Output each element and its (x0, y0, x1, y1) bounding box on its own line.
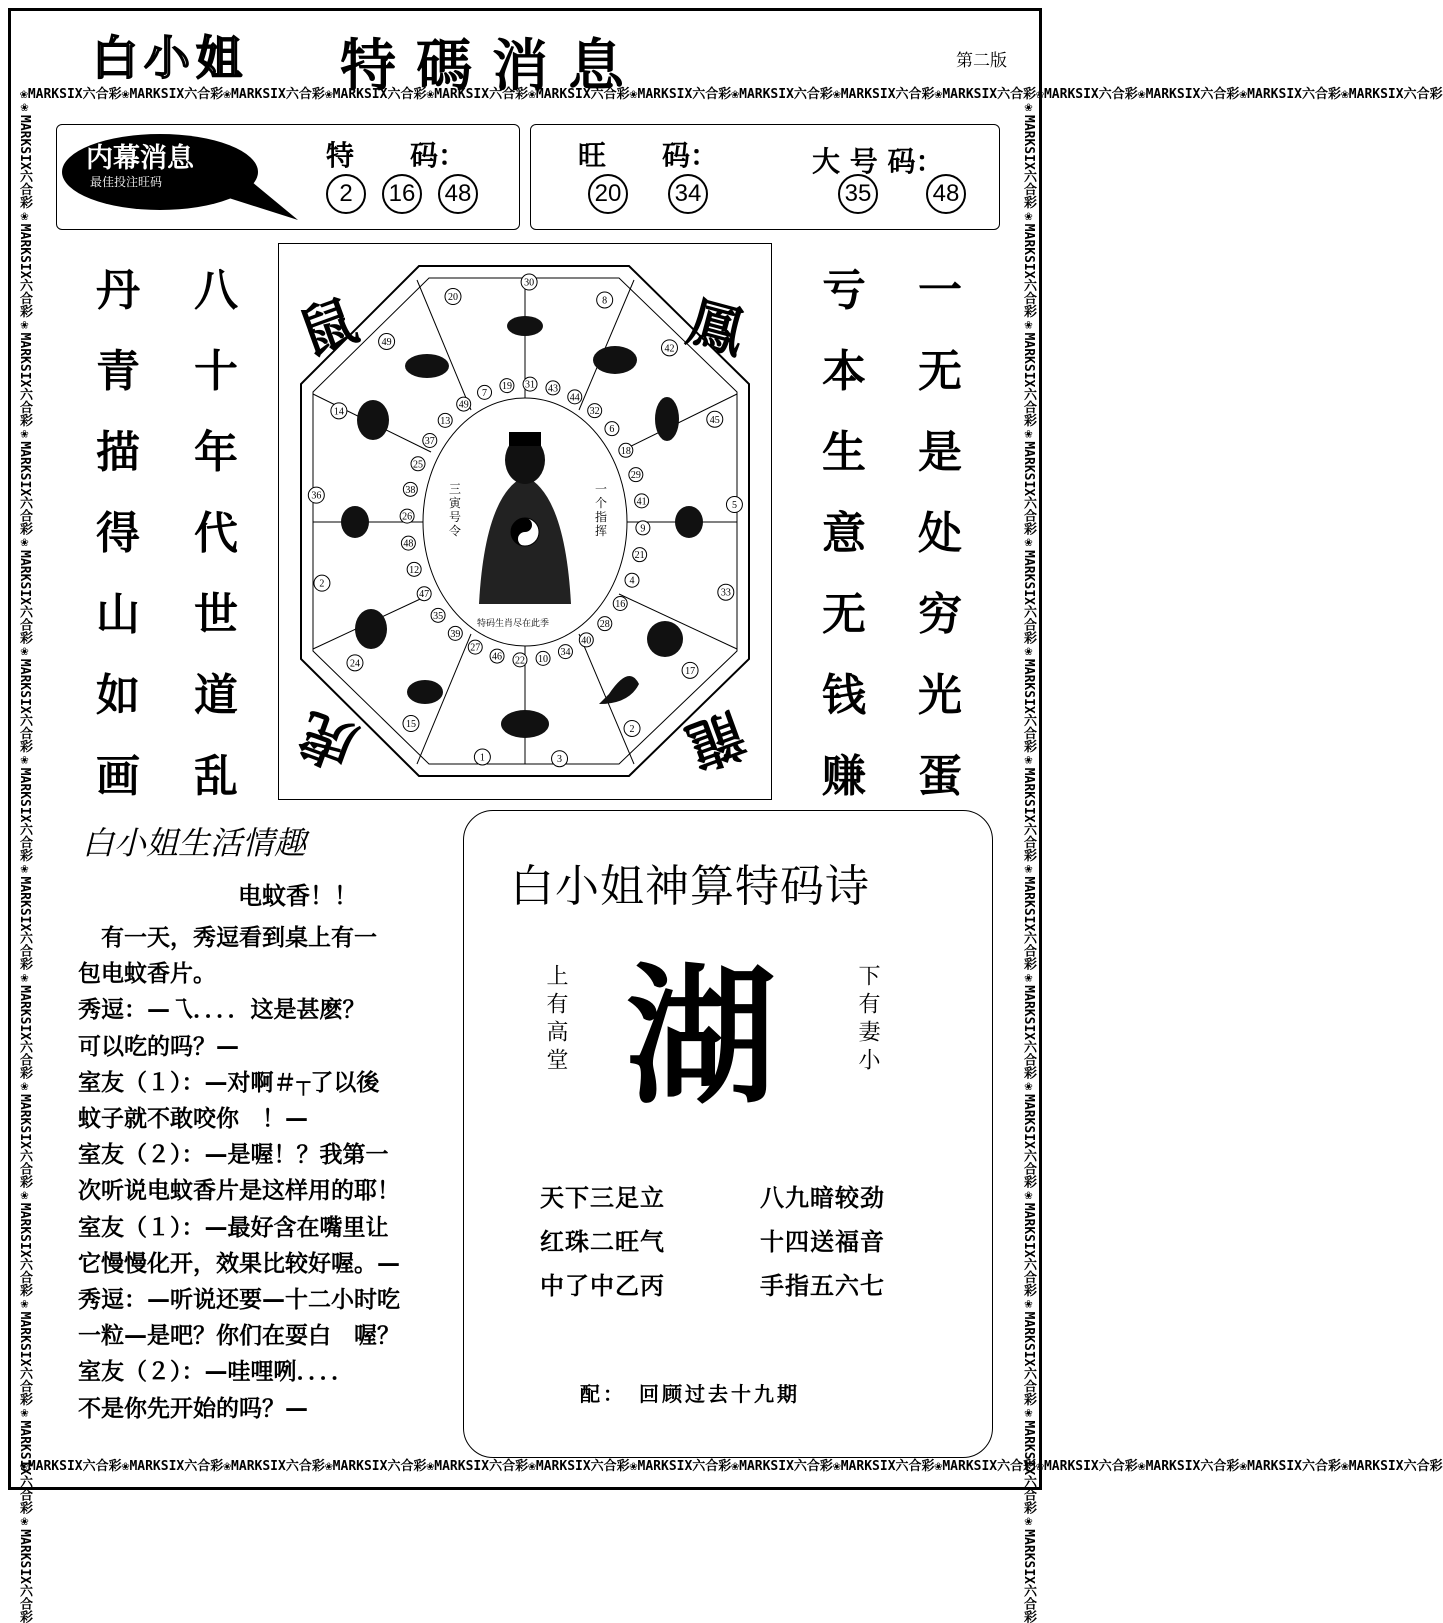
couplet-char: 是 (918, 427, 962, 478)
story-title: 电蚊香！！ (238, 882, 358, 910)
wheel-number: 2 (629, 723, 635, 735)
te-code-label: 特 码： (326, 139, 467, 172)
wheel-corner-char: 鳳 (680, 289, 752, 367)
couplet-char: 钱 (822, 670, 866, 721)
wheel-number: 15 (405, 719, 416, 731)
wheel-number: 41 (636, 496, 647, 508)
wheel-number: 40 (581, 635, 592, 647)
wheel-number: 5 (731, 500, 737, 512)
bubble-title: 内幕消息 (86, 143, 194, 174)
wheel-number: 34 (560, 647, 571, 659)
life-section-title: 白小姐生活情趣 (82, 824, 307, 862)
couplet-char: 丹 (96, 265, 140, 316)
wheel-number: 35 (433, 610, 444, 622)
couplet-char: 无 (822, 589, 866, 640)
border-strip-right: ❀MARKSIX六合彩❀MARKSIX六合彩❀MARKSIX六合彩❀MARKSIX六合彩❀MARKSIX六合彩❀MARKSIX六合彩❀MARKSIX六合彩❀MARKSIX六合彩❀MARKSIX六合彩❀MARKSIX六合彩❀MARKSIX六合彩❀MARKSIX六合彩❀MARKSIX六合彩❀MARKSIX六合彩 (1021, 100, 1036, 1623)
wheel-number: 32 (589, 406, 600, 418)
edition-label: 第二版 (956, 51, 1007, 71)
couplet-left-outer (88, 250, 148, 817)
couplet-char: 画 (96, 751, 140, 802)
story-line: 包电蚊香片。 (78, 961, 216, 988)
couplet-char: 一 (918, 265, 962, 316)
wheel-corner-char: 虎 (291, 699, 366, 780)
couplet-char: 世 (194, 589, 238, 640)
wheel-number: 24 (349, 658, 360, 670)
story-text (78, 920, 458, 1427)
border-strip-bottom: ❀MARKSIX六合彩❀MARKSIX六合彩❀MARKSIX六合彩❀MARKSIX六合彩❀MARKSIX六合彩❀MARKSIX六合彩❀MARKSIX六合彩❀MARKSIX六合彩❀MARKSIX六合彩❀MARKSIX六合彩❀MARKSIX六合彩❀MARKSIX六合彩❀MARKSIX六合彩❀MARKSIX六合彩 (20, 1459, 1443, 1474)
couplet-right-outer (910, 250, 970, 817)
wheel-number: 49 (381, 337, 392, 349)
border-strip-left: ❀MARKSIX六合彩❀MARKSIX六合彩❀MARKSIX六合彩❀MARKSIX六合彩❀MARKSIX六合彩❀MARKSIX六合彩❀MARKSIX六合彩❀MARKSIX六合彩❀MARKSIX六合彩❀MARKSIX六合彩❀MARKSIX六合彩❀MARKSIX六合彩❀MARKSIX六合彩❀MARKSIX六合彩 (17, 100, 32, 1623)
couplet-char: 得 (96, 508, 140, 559)
poem-left-side: 上有高堂 (543, 964, 568, 1076)
couplet-char: 无 (918, 346, 962, 397)
wheel-number: 31 (525, 379, 536, 391)
couplet-char: 本 (822, 346, 866, 397)
wheel-bottom-caption: 特码生肖尽在此季 (477, 619, 550, 629)
wheel-number: 38 (405, 484, 416, 496)
wheel-number: 2 (319, 578, 325, 590)
couplet-char: 年 (194, 427, 238, 478)
big-code-label: 大 号 码： (812, 145, 944, 178)
story-line: 它慢慢化开，效果比较好喔。— (78, 1250, 400, 1277)
poem-big-char: 湖 (626, 951, 777, 1125)
couplet-char: 如 (96, 670, 140, 721)
wheel-number: 4 (629, 575, 635, 587)
wheel-number: 49 (458, 399, 469, 411)
deity-figure-icon (479, 432, 571, 604)
page-title: 特碼消息 (340, 34, 644, 99)
wheel-number: 22 (514, 655, 525, 667)
poem-note: 配： 回顾过去十九期 (580, 1382, 800, 1406)
couplet-right-inner (814, 250, 874, 817)
wheel-number: 42 (664, 343, 675, 355)
story-line: 一粒—是吧？你们在耍白 喔？ (78, 1323, 400, 1350)
story-line: 次听说电蚊香片是这样用的耶！ (78, 1178, 400, 1205)
poem-line: 中了中乙丙 (540, 1272, 665, 1300)
couplet-char: 描 (96, 427, 140, 478)
wang-number-ball: 34 (668, 174, 708, 214)
poem-line: 手指五六七 (760, 1272, 885, 1300)
te-number-ball: 16 (382, 174, 422, 214)
poem-right-side: 下有妻小 (855, 964, 880, 1076)
couplet-char: 亏 (822, 265, 866, 316)
poem-line: 八九暗较劲 (760, 1184, 885, 1212)
couplet-char: 生 (822, 427, 866, 478)
wheel-number: 16 (615, 598, 626, 610)
wheel-number: 37 (424, 436, 435, 448)
couplet-char: 意 (822, 508, 866, 559)
te-number-ball: 48 (438, 174, 478, 214)
poem-title: 白小姐神算特码诗 (510, 861, 870, 912)
couplet-char: 赚 (822, 751, 866, 802)
wheel-number: 46 (492, 651, 503, 663)
couplet-char: 山 (96, 589, 140, 640)
wang-code-label: 旺 码： (578, 139, 719, 172)
te-number-ball: 2 (326, 174, 366, 214)
wheel-number: 43 (547, 383, 558, 395)
couplet-char: 青 (96, 346, 140, 397)
wheel-number: 36 (311, 490, 322, 502)
border-strip-top: ❀MARKSIX六合彩❀MARKSIX六合彩❀MARKSIX六合彩❀MARKSIX六合彩❀MARKSIX六合彩❀MARKSIX六合彩❀MARKSIX六合彩❀MARKSIX六合彩❀MARKSIX六合彩❀MARKSIX六合彩❀MARKSIX六合彩❀MARKSIX六合彩❀MARKSIX六合彩❀MARKSIX六合彩 (20, 87, 1443, 102)
wheel-number: 19 (501, 381, 512, 393)
story-line: 室友（２）：—是喔！？我第一 (78, 1142, 389, 1169)
couplet-char: 乱 (194, 751, 238, 802)
wheel-number: 9 (640, 523, 646, 535)
wheel-number: 10 (538, 653, 549, 665)
couplet-char: 道 (194, 670, 238, 721)
story-line: 秀逗：—听说还要—十二小时吃 (78, 1287, 400, 1314)
story-line: 室友（１）：—最好含在嘴里让 (78, 1214, 389, 1241)
wheel-number: 27 (470, 642, 481, 654)
couplet-char: 蛋 (918, 751, 962, 802)
story-line: 有一天，秀逗看到桌上有一 (78, 925, 377, 951)
wheel-number: 30 (524, 277, 535, 289)
wheel-number: 6 (609, 424, 615, 436)
wheel-number: 1 (479, 752, 485, 764)
wheel-number: 14 (333, 406, 344, 418)
wheel-number: 26 (402, 511, 413, 523)
poem-line: 十四送福音 (760, 1228, 885, 1256)
big-number-ball: 48 (926, 174, 966, 214)
wheel-number: 18 (620, 445, 631, 457)
wheel-number: 3 (557, 754, 563, 766)
wheel-number: 12 (409, 564, 420, 576)
wang-number-ball: 20 (588, 174, 628, 214)
story-line: 秀逗：—乁．．．．这是甚麽？ (78, 997, 366, 1024)
wheel-corner-char: 龍 (678, 699, 753, 780)
wheel-number: 8 (602, 295, 608, 307)
couplet-char: 处 (918, 508, 962, 559)
wheel-number: 20 (447, 292, 458, 304)
couplet-char: 光 (918, 670, 962, 721)
story-line: 室友（２）：—哇哩咧．．．． (78, 1359, 354, 1386)
wheel-number: 21 (634, 550, 645, 562)
wheel-number: 17 (685, 665, 696, 677)
story-line: 不是你先开始的吗？— (78, 1395, 308, 1422)
bubble-subtitle: 最佳投注旺码 (90, 175, 163, 189)
couplet-char: 代 (194, 508, 238, 559)
big-number-ball: 35 (838, 174, 878, 214)
story-line: 可以吃的吗？— (78, 1033, 239, 1060)
wheel-number: 29 (630, 470, 641, 482)
wheel-number: 28 (599, 619, 610, 631)
poem-line: 天下三足立 (540, 1184, 665, 1212)
wheel-corner-char: 鼠 (291, 288, 366, 369)
wheel-number: 45 (709, 414, 720, 426)
couplet-char: 穷 (918, 589, 962, 640)
couplet-char: 十 (194, 346, 238, 397)
wheel-right-caption: 一个指挥 (595, 482, 608, 538)
poem-line: 红珠二旺气 (540, 1228, 665, 1256)
zodiac-wheel (278, 243, 772, 800)
couplet-char: 八 (194, 265, 238, 316)
wheel-number: 33 (720, 587, 731, 599)
wheel-number: 44 (569, 392, 580, 404)
wheel-number: 47 (419, 589, 430, 601)
wheel-number: 39 (450, 628, 461, 640)
wheel-left-caption: 三寅号令 (449, 482, 462, 538)
wheel-number: 7 (482, 387, 488, 399)
story-line: 蚊子就不敢咬你 ！— (78, 1106, 308, 1133)
wheel-number: 13 (440, 415, 451, 427)
couplet-left-inner (186, 250, 246, 817)
wheel-number: 25 (413, 459, 424, 471)
story-line: 室友（１）：—对啊＃┬了以後 (78, 1069, 380, 1096)
ghost-brand-title: 白小姐 (92, 31, 248, 85)
wheel-number: 48 (403, 538, 414, 550)
